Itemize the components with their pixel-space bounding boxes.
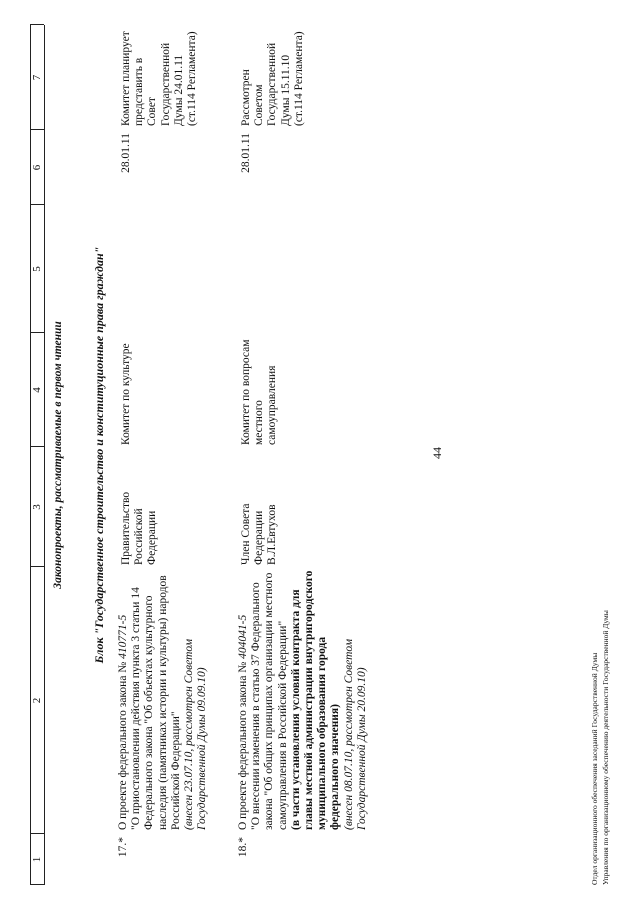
row-18-note: (внесен 08.07.10, рассмотрен Советом Государственной Думы 20.09.10) [342, 638, 368, 830]
row-17-status: Комитет планирует представить в Совет Государственной Думы 24.01.11 (ст.114 Регламента) [120, 31, 199, 126]
footer-line-1: Отдел организационного обеспечения заседаний Государственной Думы [590, 652, 599, 885]
row-17-number: 17.* [117, 837, 129, 858]
row-17-date: 28.01.11 [120, 133, 132, 173]
row-17-bill-number: 410771-5 [117, 614, 129, 659]
block-title: Блок "Государственное строительство и конституционные права граждан" [92, 246, 106, 664]
row-17-note: (внесен 23.07.10, рассмотрен Советом Государственной Думы 09.09.10) [183, 638, 209, 830]
row-17-title-intro: О проекте федерального закона № [117, 658, 129, 830]
row-18-date: 28.01.11 [240, 133, 252, 173]
column-number-5: 5 [31, 266, 43, 272]
row-18-title-body: "О внесении изменения в статью 37 Федерального закона "Об общих принципах организации местного самоуправления в Российской Федерации" [250, 572, 289, 830]
row-18-committee: Комитет по вопросам местного самоуправления [240, 339, 279, 445]
row-18-bill-number: 404041-5 [237, 614, 249, 659]
column-number-6: 6 [31, 164, 43, 171]
row-18-status: Рассмотрен Советом Государственной Думы 15.11.10 (ст.114 Регламента) [240, 31, 305, 126]
section-title: Законопроекты, рассматриваемые в первом чтении [52, 321, 64, 589]
row-17-title-body: "О приостановлении действия пункта 3 статьи 14 Федерального закона "Об объектах культурного наследия (памятниках истории и культуры) народов Российской Федерации" [130, 575, 182, 830]
footer-line-2: Управления по организационному обеспечению деятельности Государственной Думы [601, 610, 610, 885]
row-18-extra-note: (в части установления условий контракта для главы местной администрации внутригородского муниципального образования города федерального значения) [289, 570, 342, 830]
row-18-title-intro: О проекте федерального закона № [237, 658, 249, 830]
row-17-committee: Комитет по культуре [120, 343, 132, 445]
row-17-initiator: Правительство Российской Федерации [120, 491, 159, 565]
table-header-bottom-border [44, 25, 45, 885]
row-18-number: 18.* [237, 837, 249, 858]
row-18-bill-description [237, 568, 369, 830]
page-number: 44 [430, 447, 444, 459]
column-number-4: 4 [31, 387, 43, 393]
row-17-bill-description [117, 568, 209, 830]
column-number-2: 2 [31, 697, 43, 704]
column-number-7: 7 [31, 74, 43, 81]
row-18-initiator: Член Совета Федерации В.Л.Евтухов [240, 503, 279, 565]
column-number-1: 1 [31, 856, 43, 863]
column-number-3: 3 [31, 504, 43, 510]
